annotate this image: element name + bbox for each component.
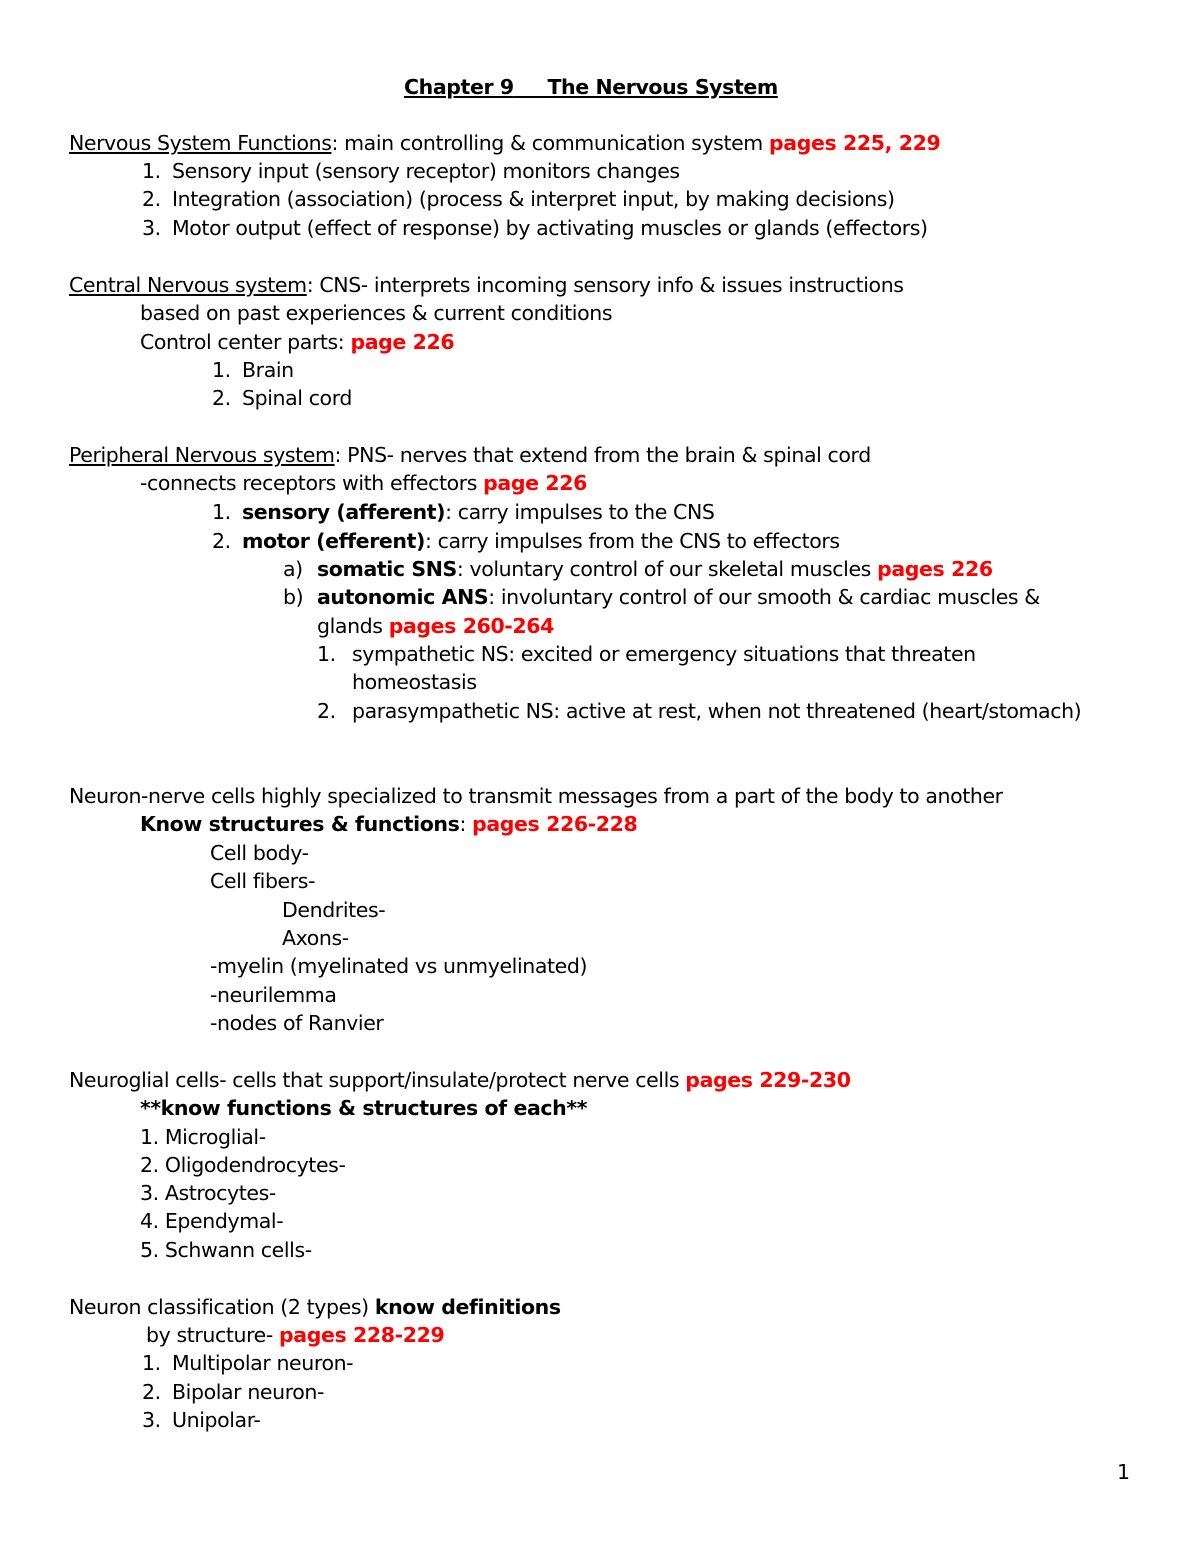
list-item: -neurilemma xyxy=(210,983,337,1007)
neuron-desc: Neuron-nerve cells highly specialized to transmit messages from a part of the body to another xyxy=(69,784,1003,808)
page-number: 1 xyxy=(1117,1460,1131,1484)
list-item: Cell fibers- xyxy=(210,869,316,893)
list-item: 2. Spinal cord xyxy=(212,386,352,410)
list-item: Axons- xyxy=(282,926,349,950)
list-item: 1. sympathetic NS: excited or emergency situations that threaten xyxy=(317,642,976,666)
page-title xyxy=(404,73,778,101)
nsf-heading: Nervous System Functions xyxy=(69,131,332,155)
glia-line: Neuroglial cells- cells that support/insulate/protect nerve cells pages 229-230 xyxy=(69,1068,851,1092)
classif-by: by structure- pages 228-229 xyxy=(146,1323,445,1347)
neuron-know: Know structures & functions: pages 226-228 xyxy=(140,812,638,836)
pns-line: Peripheral Nervous system: PNS- nerves that extend from the brain & spinal cord xyxy=(69,443,871,467)
list-item: Dendrites- xyxy=(282,898,386,922)
list-item: 5. Schwann cells- xyxy=(140,1238,312,1262)
chapter-name: The Nervous System xyxy=(547,75,778,99)
glia-know: **know functions & structures of each** xyxy=(140,1096,588,1120)
cns-desc2: based on past experiences & current conditions xyxy=(140,301,613,325)
list-item: 2. Oligodendrocytes- xyxy=(140,1153,346,1177)
list-item: 3. Astrocytes- xyxy=(140,1181,276,1205)
nsf-desc: : main controlling & communication system xyxy=(331,131,769,155)
nsf-line xyxy=(69,129,940,157)
list-item: Cell body- xyxy=(210,841,309,865)
list-item: 4. Ependymal- xyxy=(140,1209,284,1233)
list-item: 1. Microglial- xyxy=(140,1125,266,1149)
chapter-number: Chapter 9 xyxy=(404,75,514,99)
list-item: 2. Integration (association) (process & interpret input, by making decisions) xyxy=(142,187,895,211)
symp-continued: homeostasis xyxy=(352,670,477,694)
classif-line: Neuron classification (2 types) know definitions xyxy=(69,1295,561,1319)
cns-heading: Central Nervous system xyxy=(69,273,307,297)
pns-connects: -connects receptors with effectors page 226 xyxy=(140,471,587,495)
list-item: 2. motor (efferent): carry impulses from the CNS to effectors xyxy=(212,529,840,553)
cns-pages: page 226 xyxy=(350,330,455,354)
nsf-pages: pages 225, 229 xyxy=(769,131,941,155)
list-item: -nodes of Ranvier xyxy=(210,1011,384,1035)
list-item: -myelin (myelinated vs unmyelinated) xyxy=(210,954,588,978)
cns-line: Central Nervous system: CNS- interprets incoming sensory info & issues instructions xyxy=(69,273,904,297)
cns-control-line: Control center parts: page 226 xyxy=(140,330,455,354)
list-item: 3. Motor output (effect of response) by activating muscles or glands (effectors) xyxy=(142,216,928,240)
list-item: a) somatic SNS: voluntary control of our skeletal muscles pages 226 xyxy=(283,557,993,581)
list-item: 1. Multipolar neuron- xyxy=(142,1351,354,1375)
list-item: 3. Unipolar- xyxy=(142,1408,261,1432)
pns-heading: Peripheral Nervous system xyxy=(69,443,335,467)
list-item: 1. sensory (afferent): carry impulses to the CNS xyxy=(212,500,715,524)
list-item: 1. Brain xyxy=(212,358,294,382)
autonomic-continued: glands pages 260-264 xyxy=(317,614,555,638)
list-item: 2. parasympathetic NS: active at rest, when not threatened (heart/stomach) xyxy=(317,699,1082,723)
list-item: 1. Sensory input (sensory receptor) monitors changes xyxy=(142,159,680,183)
list-item: b) autonomic ANS: involuntary control of our smooth & cardiac muscles & xyxy=(283,585,1040,609)
list-item: 2. Bipolar neuron- xyxy=(142,1380,325,1404)
